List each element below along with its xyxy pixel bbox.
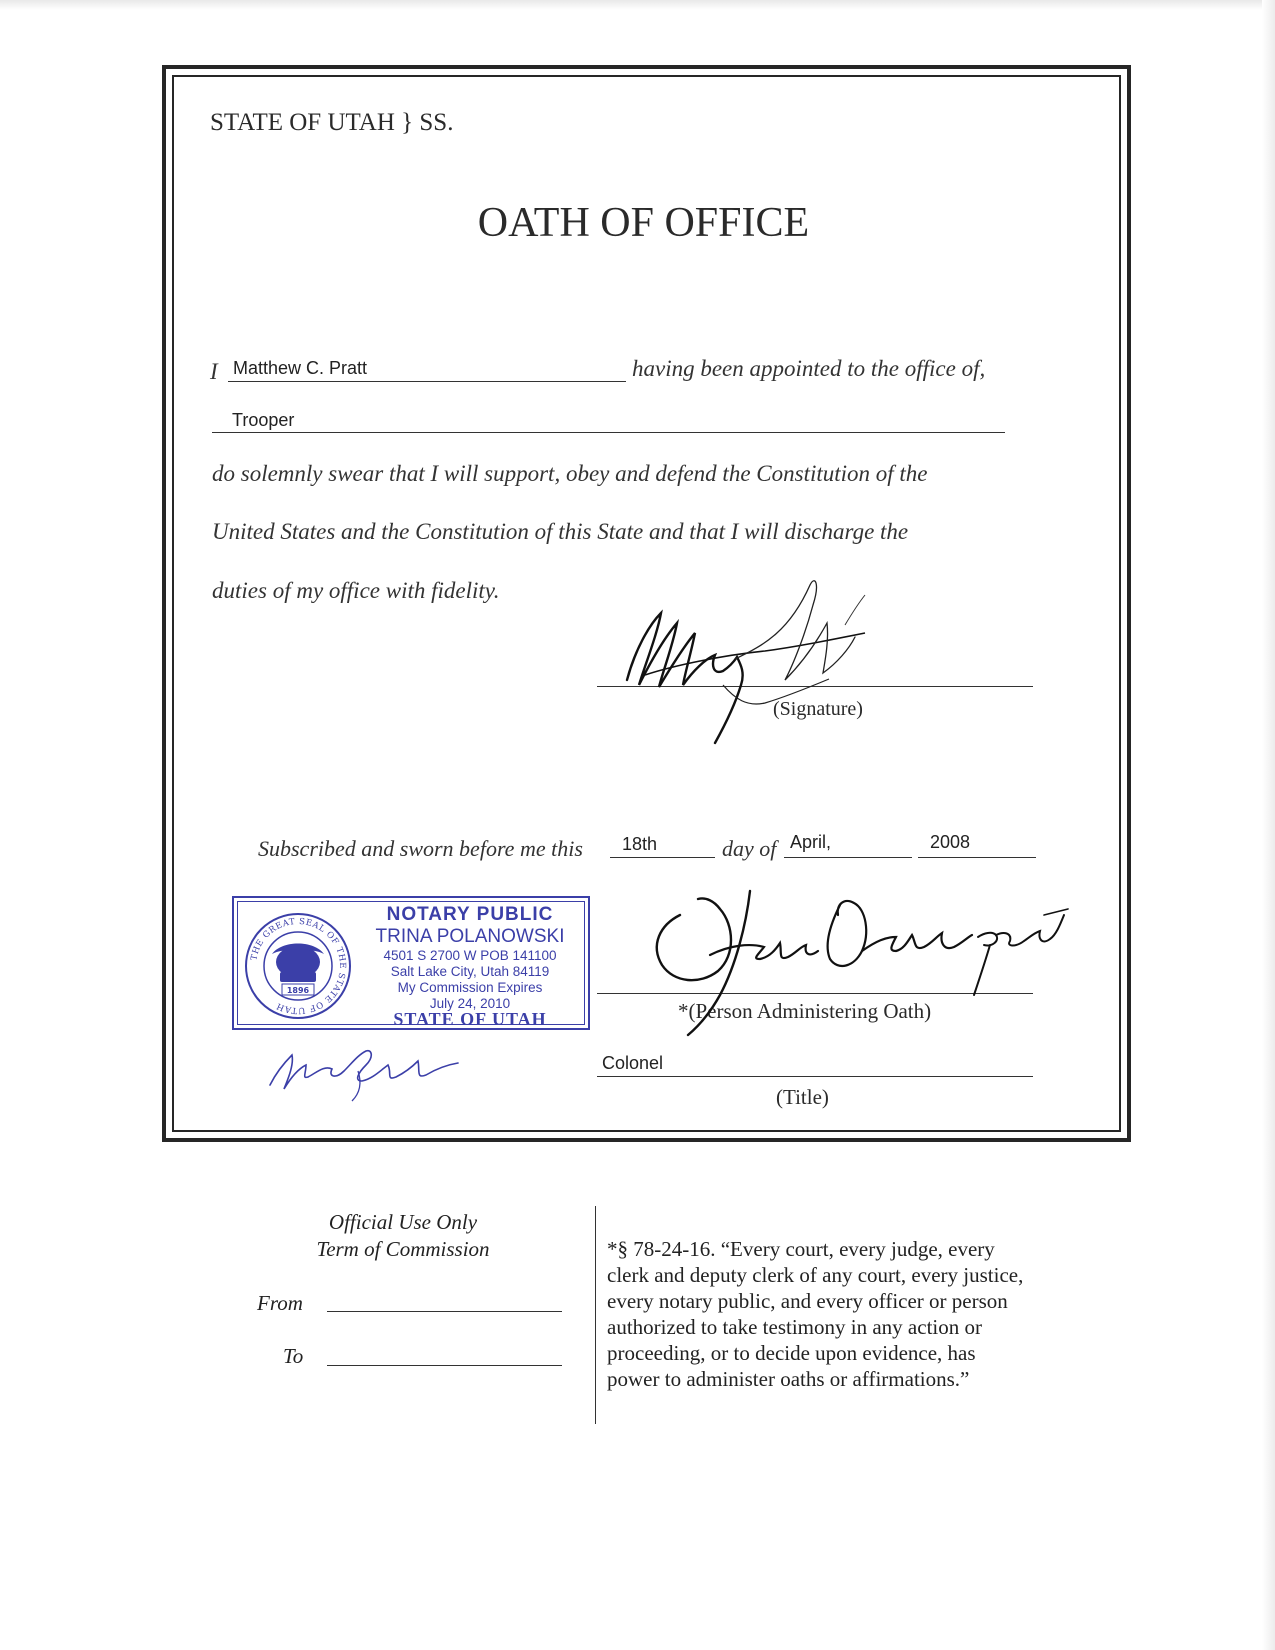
page-title: OATH OF OFFICE <box>477 200 810 246</box>
statute-line-2: clerk and deputy clerk of any court, every justice, <box>607 1263 1024 1287</box>
appointed-text: having been appointed to the office of, <box>632 356 986 381</box>
state-heading: STATE OF UTAH } SS. <box>210 109 454 136</box>
signature-caption: (Signature) <box>773 698 863 720</box>
oath-line-1: do solemnly swear that I will support, obey and defend the Constitution of the <box>212 461 928 486</box>
official-use-heading: Official Use Only <box>328 1210 478 1234</box>
office-line <box>212 432 1005 433</box>
term-of-commission: Term of Commission <box>316 1237 490 1261</box>
to-label: To <box>283 1344 304 1368</box>
month-value: April, <box>790 832 832 852</box>
administrator-signature <box>640 885 1100 1055</box>
scan-edge <box>0 0 1275 10</box>
stamp-expiry: July 24, 2010 <box>429 996 511 1011</box>
stamp-commission: My Commission Expires <box>397 980 543 995</box>
title-caption: (Title) <box>776 1085 829 1109</box>
name-value: Matthew C. Pratt <box>233 358 368 378</box>
day-line <box>610 857 715 858</box>
statute-line-3: every notary public, and every officer or person <box>607 1289 1008 1313</box>
day-of-text: day of <box>722 836 777 861</box>
state-seal <box>242 910 354 1022</box>
office-value: Trooper <box>232 410 295 430</box>
oath-line-2: United States and the Constitution of this State and that I will discharge the <box>212 519 909 544</box>
year-value: 2008 <box>930 832 971 852</box>
footer-divider <box>595 1206 596 1424</box>
scan-right-edge <box>1262 0 1275 1650</box>
statute-line-6: power to administer oaths or affirmations.” <box>607 1367 970 1391</box>
name-line <box>228 381 626 382</box>
notary-stamp <box>232 896 590 1030</box>
statute-line-4: authorized to take testimony in any action or <box>607 1315 982 1339</box>
oath-line-3: duties of my office with fidelity. <box>212 578 500 603</box>
notary-signature <box>262 1035 502 1105</box>
statute-line-1: *§ 78-24-16. “Every court, every judge, every <box>607 1237 995 1261</box>
pronoun-i: I <box>210 359 218 384</box>
year-line <box>918 857 1036 858</box>
day-value: 18th <box>622 834 658 854</box>
month-line <box>784 857 912 858</box>
stamp-notary-name: TRINA POLANOWSKI <box>375 926 565 947</box>
from-line <box>327 1311 562 1312</box>
to-line <box>327 1365 562 1366</box>
stamp-city: Salt Lake City, Utah 84119 <box>390 964 550 979</box>
title-line <box>597 1076 1033 1077</box>
administrator-title-value: Colonel <box>602 1053 664 1073</box>
administrator-caption: *(Person Administering Oath) <box>678 999 932 1023</box>
stamp-address: 4501 S 2700 W POB 141100 <box>383 948 557 963</box>
from-label: From <box>257 1291 303 1315</box>
oath-taker-signature <box>615 575 895 745</box>
stamp-notary-public: NOTARY PUBLIC <box>386 904 554 925</box>
stamp-state: STATE OF UTAH <box>393 1009 547 1029</box>
seal-year: 1896 <box>286 986 310 995</box>
subscribed-text: Subscribed and sworn before me this <box>258 836 583 861</box>
statute-line-5: proceeding, or to decide upon evidence, has <box>607 1341 976 1365</box>
seal-ring-text: THE GREAT SEAL OF THE STATE OF UTAH <box>249 916 348 1016</box>
